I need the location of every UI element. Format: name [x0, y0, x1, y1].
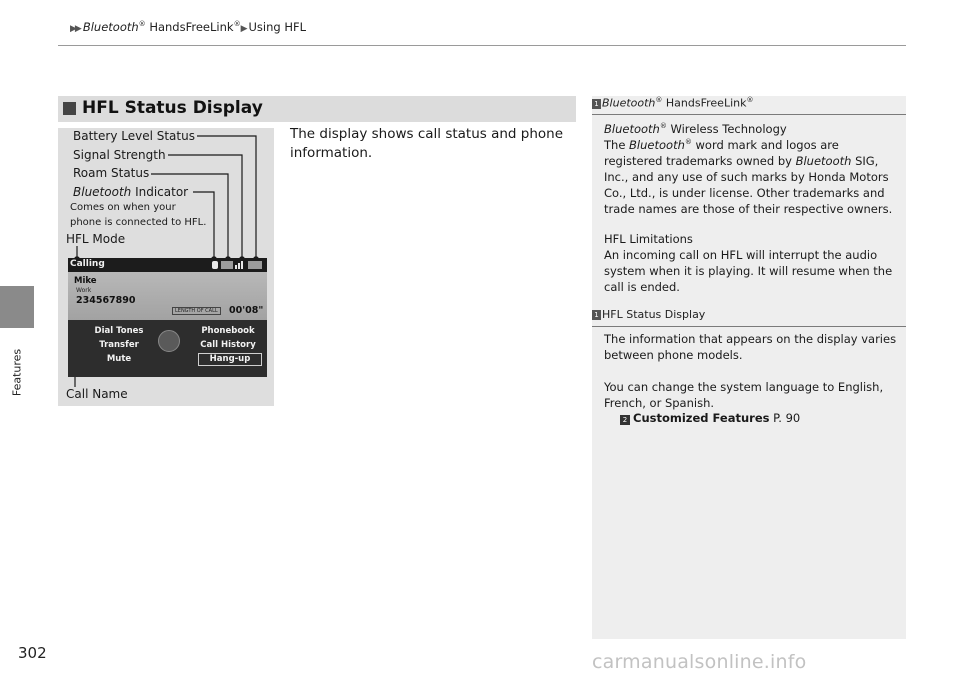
section-square-icon: [63, 102, 76, 115]
callout-call-name: Call Name: [66, 387, 128, 401]
callout-bluetooth-note-line1: Comes on when your: [70, 202, 176, 213]
hfl-status-figure: [58, 128, 274, 406]
header-divider: [58, 45, 906, 46]
hfl-display-screen: [68, 258, 267, 377]
screen-header: [68, 258, 267, 272]
screen-call-time: 00'08": [229, 305, 264, 316]
callout-signal-strength: Signal Strength: [73, 148, 166, 162]
chapter-label: Features: [10, 348, 24, 397]
body-paragraph: The display shows call status and phone information.: [290, 126, 564, 161]
note-language-text: You can change the system language to English, French, or Spanish.: [604, 380, 884, 410]
section-heading: [58, 96, 576, 122]
breadcrumb-arrow-icon: ▶: [240, 24, 246, 34]
hang-up-button[interactable]: Hang-up: [209, 354, 251, 364]
note-heading-bluetooth: 1 Bluetooth® HandsFreeLink®: [592, 96, 906, 115]
callout-battery-level: Battery Level Status: [73, 129, 195, 143]
watermark: carmanualsonline.info: [592, 651, 807, 673]
status-icons: [212, 260, 264, 270]
note-trademark-text: The Bluetooth® word mark and logos are registered trademarks owned by Bluetooth SIG, Inc., and any use of such marks by Honda Motors Co., Ltd., is under license. Other trademarks and trade names are those of their respective owners.: [604, 137, 893, 216]
cross-reference-icon: 2: [620, 415, 630, 425]
screen-caller-name: Mike: [74, 276, 97, 286]
note-display-varies: The information that appears on the display varies between phone models.: [604, 332, 897, 362]
note-marker-icon: 1: [592, 310, 601, 320]
note-hfl-limitations-title: HFL Limitations: [604, 232, 693, 246]
note-hfl-limitations-text: An incoming call on HFL will interrupt the audio system when it is playing. It will resume when the call is ended.: [604, 248, 893, 294]
phonebook-button[interactable]: Phonebook: [201, 326, 255, 336]
note-heading-hfl-status: 1 HFL Status Display: [592, 308, 906, 327]
section-title: HFL Status Display: [82, 98, 263, 118]
notes-sidebar: [592, 96, 906, 639]
callout-bluetooth-note-line2: phone is connected to HFL.: [70, 217, 207, 228]
breadcrumb-arrow-icon: ▶▶: [70, 24, 80, 34]
screen-length-label: LENGTH OF CALL: [172, 307, 221, 315]
call-history-button[interactable]: Call History: [200, 340, 256, 350]
callout-hfl-mode: HFL Mode: [66, 232, 126, 246]
breadcrumb-using-hfl: Using HFL: [248, 20, 307, 34]
dial-tones-button[interactable]: Dial Tones: [94, 326, 144, 336]
breadcrumb-bluetooth: Bluetooth: [82, 20, 139, 34]
note-marker-icon: 1: [592, 99, 601, 109]
screen-phone-number: 234567890: [76, 295, 136, 306]
transfer-button[interactable]: Transfer: [99, 340, 139, 350]
callout-bluetooth-indicator: Bluetooth Indicator: [73, 185, 189, 199]
signal-icon: [235, 265, 237, 269]
breadcrumb: ▶▶ Bluetooth® HandsFreeLink®▶ Using HFL: [70, 20, 307, 34]
roam-icon: [221, 261, 233, 269]
battery-icon: [248, 261, 262, 269]
screen-knob-icon: [158, 330, 180, 352]
chapter-tab: [0, 286, 34, 328]
note-bluetooth-tech: Bluetooth® Wireless Technology: [604, 121, 787, 136]
screen-number-type: Work: [76, 287, 92, 294]
page-number: 302: [18, 644, 47, 662]
breadcrumb-handsfreelink: HandsFreeLink: [149, 20, 234, 34]
callout-roam-status: Roam Status: [73, 166, 150, 180]
mute-button[interactable]: Mute: [106, 354, 132, 364]
screen-calling-label: Calling: [70, 259, 105, 269]
customized-features-link[interactable]: 2 Customized Features P. 90: [620, 411, 800, 425]
bluetooth-icon: [212, 261, 218, 269]
